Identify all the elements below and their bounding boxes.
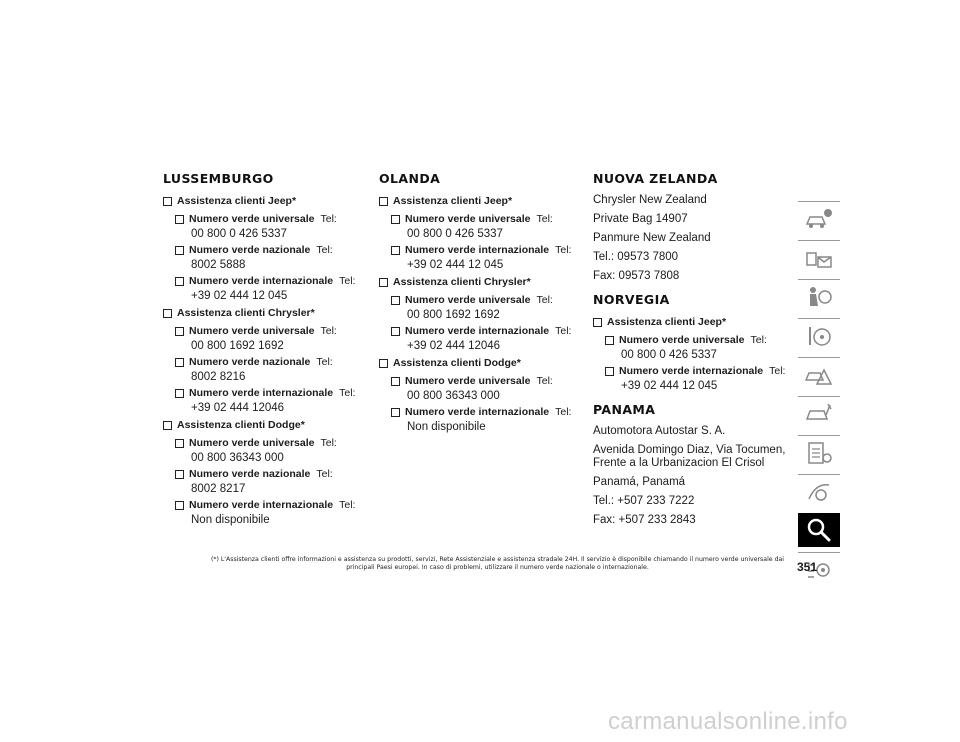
tab-dashboard-steering[interactable]	[798, 318, 840, 352]
phone-number: 00 800 0 426 5337	[621, 349, 717, 361]
phone-number: Non disponibile	[191, 514, 270, 526]
checkbox-bullet-icon	[175, 501, 184, 510]
phone-number: 00 800 36343 000	[191, 452, 284, 464]
column-nz-norway-panama	[593, 172, 798, 533]
jeep-contacts	[175, 213, 358, 303]
checkbox-bullet-icon	[175, 327, 184, 336]
address-line: Avenida Domingo Diaz, Via Tocumen, Frente a la Urbanizacion El Crisol	[593, 444, 786, 469]
phone-line: Tel.: +507 233 7222	[593, 495, 695, 507]
phone-number: 00 800 36343 000	[407, 390, 500, 402]
contact-row: Numero verde internazionale Tel:	[175, 387, 358, 400]
checkbox-bullet-icon	[391, 215, 400, 224]
checkbox-bullet-icon	[175, 246, 184, 255]
tab-car-mail[interactable]	[798, 240, 840, 274]
checkbox-bullet-icon	[163, 197, 172, 206]
car-crash-icon	[804, 362, 834, 388]
contact-row: Numero verde universale Tel:	[175, 437, 358, 450]
contact-row: Numero verde internazionale Tel:	[175, 275, 358, 288]
jeep-assistance-heading: Assistenza clienti Jeep*	[163, 194, 358, 208]
phone-number: 00 800 1692 1692	[191, 340, 284, 352]
tab-search[interactable]	[798, 513, 840, 547]
checkbox-bullet-icon	[175, 389, 184, 398]
phone-number: +39 02 444 12046	[191, 402, 285, 414]
contact-row: Numero verde universale Tel:	[605, 334, 798, 347]
phone-number: 00 800 0 426 5337	[191, 228, 287, 240]
checkbox-bullet-icon	[379, 359, 388, 368]
jeep-contacts	[605, 334, 798, 393]
search-icon	[804, 517, 834, 543]
contact-row: Numero verde internazionale Tel:	[391, 325, 574, 338]
car-info-icon	[804, 206, 834, 232]
phone-line: Tel.: 09573 7800	[593, 251, 679, 263]
chrysler-contacts	[175, 325, 358, 415]
seatbelt-airbag-icon	[804, 284, 834, 310]
phone-number: Non disponibile	[407, 421, 486, 433]
section-title: PANAMA	[593, 402, 656, 417]
chapter-tabs	[798, 201, 840, 591]
checkbox-bullet-icon	[391, 246, 400, 255]
checkbox-bullet-icon	[163, 421, 172, 430]
chrysler-assistance-heading: Assistenza clienti Chrysler*	[163, 306, 358, 320]
checkbox-bullet-icon	[605, 367, 614, 376]
jeep-assistance-heading: Assistenza clienti Jeep*	[379, 194, 574, 208]
phone-number: +39 02 444 12 045	[407, 259, 504, 271]
section-title: NUOVA ZELANDA	[593, 171, 718, 186]
phone-number: 8002 5888	[191, 259, 246, 271]
car-service-icon	[804, 401, 834, 427]
contact-row: Numero verde nazionale Tel:	[175, 356, 358, 369]
checkbox-bullet-icon	[391, 408, 400, 417]
checklist-icon	[804, 440, 834, 466]
chrysler-assistance-heading: Assistenza clienti Chrysler*	[379, 275, 574, 289]
checkbox-bullet-icon	[175, 358, 184, 367]
dodge-assistance-heading: Assistenza clienti Dodge*	[379, 356, 574, 370]
contact-row: Numero verde internazionale Tel:	[391, 244, 574, 257]
checkbox-bullet-icon	[605, 336, 614, 345]
address-line: Panamá, Panamá	[593, 476, 686, 488]
dodge-contacts	[175, 437, 358, 527]
checkbox-bullet-icon	[593, 318, 602, 327]
checkbox-bullet-icon	[175, 439, 184, 448]
phone-number: 00 800 1692 1692	[407, 309, 500, 321]
fax-line: Fax: 09573 7808	[593, 270, 680, 282]
tab-car-crash[interactable]	[798, 357, 840, 391]
dodge-contacts	[391, 375, 574, 434]
phone-number: 00 800 0 426 5337	[407, 228, 503, 240]
checkbox-bullet-icon	[391, 296, 400, 305]
contact-row: Numero verde internazionale Tel:	[175, 499, 358, 512]
checkbox-bullet-icon	[391, 327, 400, 336]
phone-number: 8002 8217	[191, 483, 246, 495]
dodge-assistance-heading: Assistenza clienti Dodge*	[163, 418, 358, 432]
jeep-contacts	[391, 213, 574, 272]
checkbox-bullet-icon	[175, 470, 184, 479]
contact-row: Numero verde universale Tel:	[391, 213, 574, 226]
address-line: Chrysler New Zealand	[593, 194, 707, 206]
contact-row: Numero verde universale Tel:	[391, 294, 574, 307]
address-line: Automotora Autostar S. A.	[593, 425, 726, 437]
footnote: (*) L'Assistenza clienti offre informazioni e assistenza su prodotti, servizi, Rete Assistenziale e assistenza stradale 24H. Il servizio è disponibile chiamando il numero verde universale dai principali Paesi europei. In caso di problemi, utilizzare il numero verde nazionale o internazionale.	[210, 556, 785, 571]
contact-row: Numero verde internazionale Tel:	[605, 365, 798, 378]
dashboard-steering-icon	[804, 323, 834, 349]
navigation-icon	[804, 479, 834, 505]
checkbox-bullet-icon	[175, 215, 184, 224]
tab-navigation[interactable]	[798, 474, 840, 508]
section-title: OLANDA	[379, 171, 441, 186]
phone-number: +39 02 444 12046	[407, 340, 501, 352]
tab-car-info[interactable]	[798, 201, 840, 235]
jeep-assistance-heading: Assistenza clienti Jeep*	[593, 315, 798, 329]
contact-row: Numero verde universale Tel:	[175, 213, 358, 226]
checkbox-bullet-icon	[379, 278, 388, 287]
contact-row: Numero verde universale Tel:	[391, 375, 574, 388]
section-title: NORVEGIA	[593, 292, 670, 307]
page-number: 351	[797, 560, 818, 574]
section-title: LUSSEMBURGO	[163, 171, 274, 186]
address-line: Panmure New Zealand	[593, 232, 711, 244]
contact-row: Numero verde internazionale Tel:	[391, 406, 574, 419]
checkbox-bullet-icon	[379, 197, 388, 206]
column-lussemburgo	[163, 172, 358, 530]
chrysler-contacts	[391, 294, 574, 353]
tab-checklist[interactable]	[798, 435, 840, 469]
column-olanda	[379, 172, 574, 437]
checkbox-bullet-icon	[175, 277, 184, 286]
address-line: Private Bag 14907	[593, 213, 688, 225]
phone-number: +39 02 444 12 045	[621, 380, 718, 392]
phone-number: 8002 8216	[191, 371, 246, 383]
phone-number: +39 02 444 12 045	[191, 290, 288, 302]
contact-row: Numero verde universale Tel:	[175, 325, 358, 338]
contact-row: Numero verde nazionale Tel:	[175, 244, 358, 257]
fax-line: Fax: +507 233 2843	[593, 514, 696, 526]
checkbox-bullet-icon	[391, 377, 400, 386]
car-mail-icon	[804, 245, 834, 271]
checkbox-bullet-icon	[163, 309, 172, 318]
watermark: carmanualsonline.info	[608, 708, 848, 735]
contact-row: Numero verde nazionale Tel:	[175, 468, 358, 481]
tab-car-service[interactable]	[798, 396, 840, 430]
tab-seatbelt-airbag[interactable]	[798, 279, 840, 313]
